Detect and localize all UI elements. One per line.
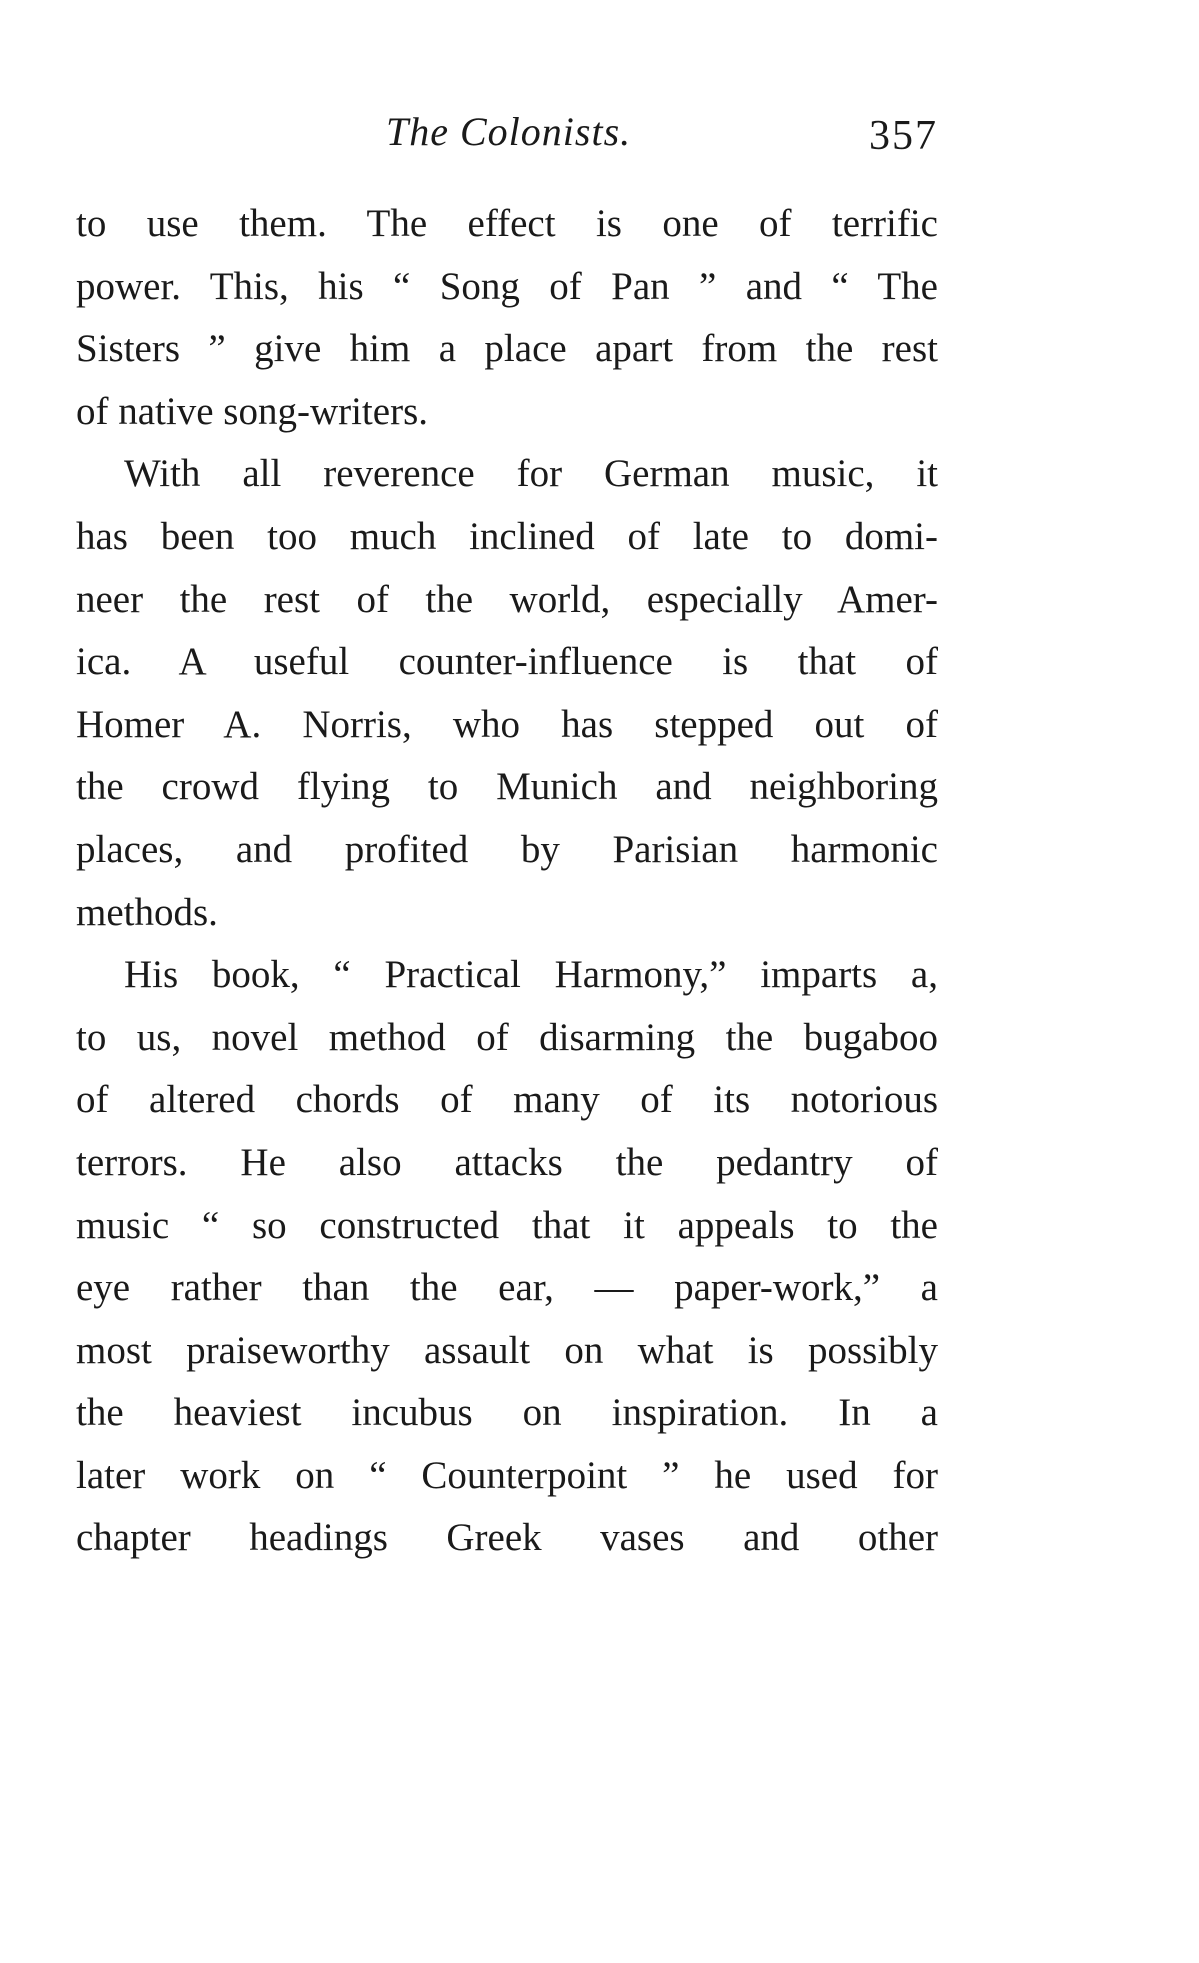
paragraph-3: [76, 944, 938, 1570]
running-head: [76, 108, 938, 168]
text-line: to us, novel method of disarming the bugaboo: [76, 1015, 938, 1059]
text-line: of altered chords of many of its notorious: [76, 1078, 938, 1122]
paragraph-2: [76, 443, 938, 944]
text-line: the heaviest incubus on inspiration. In a: [76, 1391, 938, 1435]
text-line: terrors. He also attacks the pedantry of: [76, 1140, 938, 1184]
text-line: the crowd flying to Munich and neighboring: [76, 765, 938, 809]
text-line: places, and profited by Parisian harmonic: [76, 827, 938, 871]
text-line: neer the rest of the world, especially Amer-: [76, 577, 938, 621]
running-title: The Colonists.: [386, 109, 632, 154]
text-line: methods.: [76, 890, 218, 934]
text-line: Sisters ” give him a place apart from the rest: [76, 327, 938, 371]
text-line: His book, “ Practical Harmony,” imparts a,: [124, 953, 938, 997]
page-number: 357: [869, 113, 938, 159]
text-line: eye rather than the ear, — paper-work,” a: [76, 1266, 938, 1310]
text-line: to use them. The effect is one of terrific: [76, 202, 938, 245]
text-line: power. This, his “ Song of Pan ” and “ The: [76, 264, 938, 308]
text-line: has been too much inclined of late to domi-: [76, 514, 938, 558]
text-line: later work on “ Counterpoint ” he used for: [76, 1453, 938, 1497]
paragraph-1: [76, 193, 938, 443]
text-line: chapter headings Greek vases and other: [76, 1516, 938, 1560]
text-line: music “ so constructed that it appeals to the: [76, 1203, 938, 1247]
text-line: With all reverence for German music, it: [124, 452, 938, 496]
body-text: [76, 193, 938, 1570]
text-line: of native song-writers.: [76, 389, 428, 433]
text-line: ica. A useful counter-influence is that of: [76, 640, 938, 684]
text-line: Homer A. Norris, who has stepped out of: [76, 702, 938, 746]
text-line: most praiseworthy assault on what is possibly: [76, 1328, 938, 1372]
